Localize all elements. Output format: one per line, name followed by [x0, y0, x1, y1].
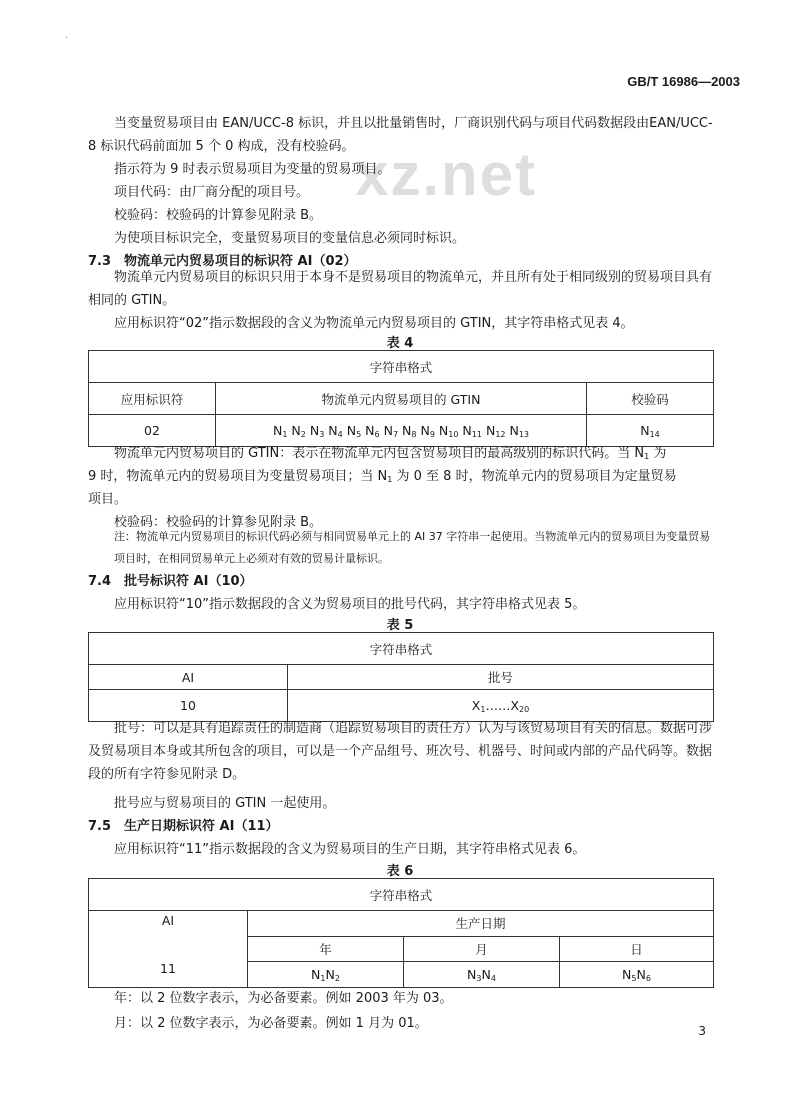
gtin-description-line-3: 项目。: [88, 492, 128, 507]
gtin-digit-9: $N_9$: [420, 422, 435, 439]
table-6-year-format: $N_1N_2$: [248, 962, 404, 988]
table-5-ai-value: 10: [89, 690, 288, 722]
gtin-digit-12: $N_{12}$: [485, 422, 506, 439]
section-7-5-paragraph-1: 应用标识符“11”指示数据段的含义为贸易项目的生产日期，其字符串格式见表 6。: [114, 842, 586, 857]
gtin-description-line-2: 9 时，物流单元内的贸易项目为变量贸易项目；当 $N_1$ 为 0 至 8 时，物流单元内的贸易项目为定量贸易: [88, 469, 677, 484]
table-5: [88, 632, 714, 722]
intro-paragraph-4: 校验码：校验码的计算参见附录 B。: [114, 208, 323, 223]
table-6-header-month: 月: [404, 936, 560, 962]
gtin-digit-6: $N_6$: [365, 422, 380, 439]
gtin-digit-7: $N_7$: [383, 422, 399, 439]
intro-paragraph-2: 指示符为 9 时表示贸易项目为变量的贸易项目。: [114, 162, 391, 177]
gtin-digit-11: $N_{11}$: [462, 422, 482, 439]
table-4-header-check: 校验码: [587, 383, 714, 415]
table-6-header-date: 生产日期: [248, 911, 714, 937]
table-4-caption: 表 4: [386, 336, 414, 351]
gtin-digit-4: $N_4$: [328, 422, 343, 439]
table-4-header-ai: 应用标识符: [89, 383, 216, 415]
table-6-header-ai: AI: [161, 913, 175, 928]
table-6-ai-cell: [89, 911, 248, 988]
table-6-header-year: 年: [248, 936, 404, 962]
table-4-title: 字符串格式: [89, 351, 714, 383]
section-7-3-check-digit: 校验码：校验码的计算参见附录 B。: [114, 515, 323, 530]
section-7-4-paragraph-2: 批号：可以是具有追踪责任的制造商（追踪贸易项目的责任方）认为与该贸易项目有关的信息。数据可涉及贸易项目本身或其所包含的项目，可以是一个产品组号、班次号、机器号、时间或内部的产品代码等。数据段的所有字符参见附录 D。: [88, 721, 713, 782]
table-4-header-gtin: 物流单元内贸易项目的 GTIN: [216, 383, 587, 415]
gtin-description-line-1: 物流单元内贸易项目的 GTIN：表示在物流单元内包含贸易项目的最高级别的标识代码。当 $N_1$ 为: [114, 446, 667, 461]
section-7-3-heading: 7.3 物流单元内贸易项目的标识符 AI（02）: [88, 254, 357, 269]
table-6-ai-value: 11: [160, 961, 176, 976]
gtin-digit-3: $N_3$: [309, 422, 325, 439]
table-6-title: 字符串格式: [89, 879, 714, 911]
gtin-digit-2: $N_2$: [291, 422, 306, 439]
gtin-digit-1: $N_1$: [272, 422, 288, 439]
digit-n: N: [640, 422, 650, 438]
table-6-month-format: $N_3N_4$: [404, 962, 560, 988]
scan-mark: .: [65, 30, 69, 41]
intro-paragraph-3: 项目代码：由厂商分配的项目号。: [114, 185, 310, 200]
section-7-3-paragraph-1: 物流单元内贸易项目的标识只用于本身不是贸易项目的物流单元，并且所有处于相同级别的贸易项目具有相同的 GTIN。: [88, 270, 713, 308]
section-7-5-heading: 7.5 生产日期标识符 AI（11）: [88, 819, 279, 834]
section-7-4-heading: 7.4 批号标识符 AI（10）: [88, 574, 253, 589]
section-7-5-paragraph-2: 年：以 2 位数字表示，为必备要素。例如 2003 年为 03。: [114, 991, 453, 1006]
digit-sub: 14: [649, 429, 660, 439]
gtin-digit-10: $N_{10}$: [438, 422, 459, 439]
table-5-header-ai: AI: [89, 665, 288, 690]
table-6-header-day: 日: [560, 936, 714, 962]
table-5-caption: 表 5: [386, 618, 414, 633]
gtin-digit-13: $N_{13}$: [509, 422, 530, 439]
intro-paragraph-1: 当变量贸易项目由 EAN/UCC-8 标识，并且以批量销售时，厂商识别代码与项目代码数据段由EAN/UCC-8 标识代码前面加 5 个 0 构成，没有校验码。: [88, 116, 713, 154]
table-4: [88, 350, 714, 447]
section-7-3-note: 注：物流单元内贸易项目的标识代码必须与相同贸易单元上的 AI 37 字符串一起使用。当物流单元内的贸易项目为变量贸易项目时，在相同贸易单元上必须对有效的贸易计量标识。: [114, 530, 711, 565]
table-6-caption: 表 6: [386, 864, 414, 879]
table-6-day-format: $N_5N_6$: [560, 962, 714, 988]
intro-paragraph-5: 为使项目标识完全，变量贸易项目的变量信息必须同时标识。: [114, 231, 466, 246]
gtin-digit-8: $N_8$: [402, 422, 417, 439]
table-5-title: 字符串格式: [89, 633, 714, 665]
gtin-digit-5: $N_5$: [346, 422, 362, 439]
section-7-4-paragraph-3: 批号应与贸易项目的 GTIN 一起使用。: [114, 796, 336, 811]
section-7-4-paragraph-1: 应用标识符“10”指示数据段的含义为贸易项目的批号代码，其字符串格式见表 5。: [114, 597, 586, 612]
table-5-header-batch: 批号: [288, 665, 714, 690]
page-number: 3: [698, 1024, 706, 1038]
table-6: [88, 878, 714, 988]
section-7-3-paragraph-2: 应用标识符“02”指示数据段的含义为物流单元内贸易项目的 GTIN，其字符串格式见表 4。: [114, 316, 634, 331]
table-5-batch-format: $X_1\dots\dots X_{20}$: [288, 690, 714, 722]
section-7-5-paragraph-3: 月：以 2 位数字表示，为必备要素。例如 1 月为 01。: [114, 1016, 428, 1031]
watermark: xz.net: [355, 141, 538, 208]
table-4-ai-value: 02: [89, 415, 216, 447]
standard-code: GB/T 16986—2003: [627, 74, 740, 89]
